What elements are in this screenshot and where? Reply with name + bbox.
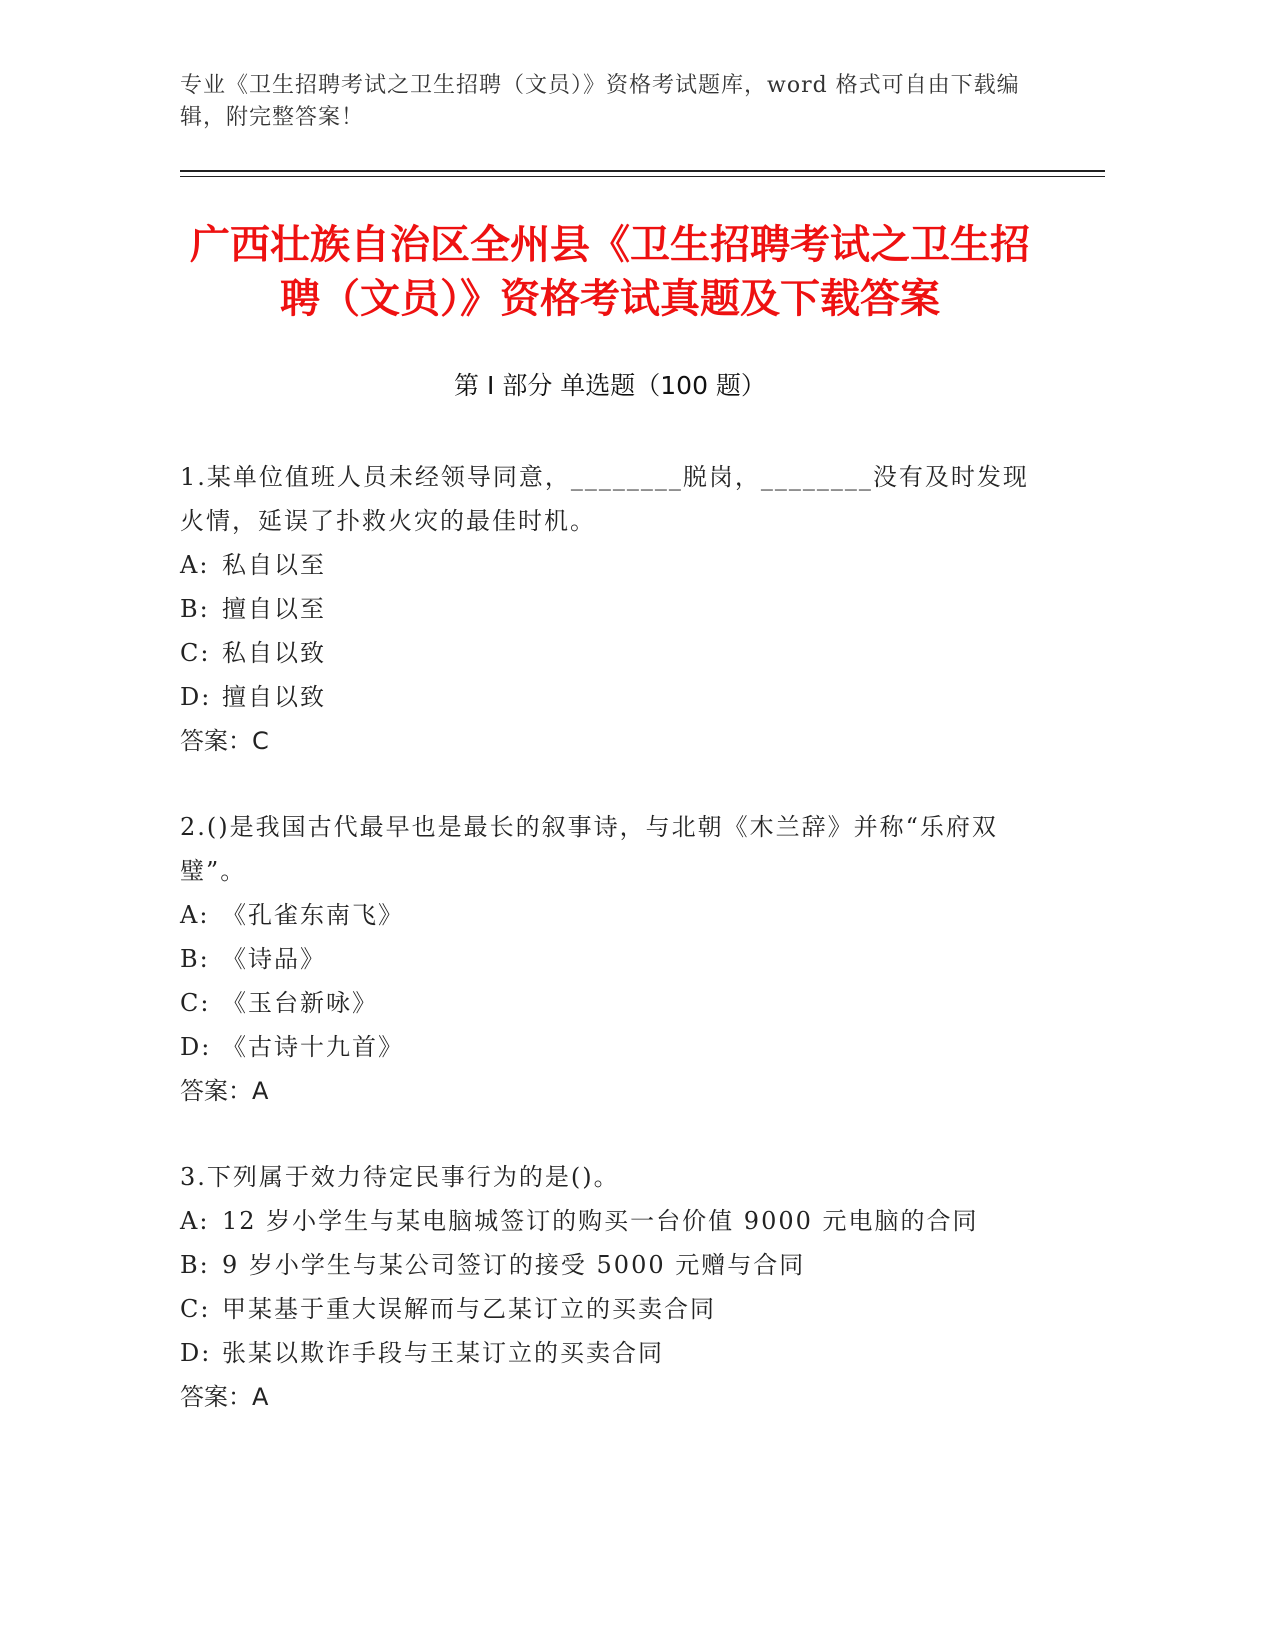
option-d xyxy=(180,1331,1040,1375)
option-text: 《诗品》 xyxy=(222,945,326,973)
answer-label: 答案： xyxy=(180,727,252,755)
option-letter: B: xyxy=(180,945,210,973)
option-c xyxy=(180,981,1040,1025)
option-b xyxy=(180,1243,1040,1287)
option-a xyxy=(180,893,1040,937)
option-letter: A: xyxy=(180,551,210,579)
question-1 xyxy=(180,455,1040,763)
header-divider-thin xyxy=(180,176,1105,177)
option-text: 《古诗十九首》 xyxy=(222,1033,404,1061)
option-letter: D: xyxy=(180,1033,212,1061)
question-stem: 3.下列属于效力待定民事行为的是()。 xyxy=(180,1163,620,1191)
option-text: 私自以至 xyxy=(222,551,326,579)
option-letter: A: xyxy=(180,901,210,929)
option-a xyxy=(180,1199,1040,1243)
question-list xyxy=(180,455,1040,1461)
option-text: 私自以致 xyxy=(222,639,326,667)
option-text: 9 岁小学生与某公司签订的接受 5000 元赠与合同 xyxy=(222,1251,806,1279)
option-text: 《孔雀东南飞》 xyxy=(222,901,404,929)
option-letter: C: xyxy=(180,989,211,1017)
answer-line xyxy=(180,1069,1040,1113)
question-3 xyxy=(180,1155,1040,1419)
question-2 xyxy=(180,805,1040,1113)
section-title: 第 I 部分 单选题（100 题） xyxy=(454,371,766,400)
option-letter: D: xyxy=(180,683,212,711)
option-letter: B: xyxy=(180,595,210,623)
option-letter: A: xyxy=(180,1207,210,1235)
option-letter: C: xyxy=(180,639,211,667)
question-stem: 1.某单位值班人员未经领导同意，________脱岗，________没有及时发现火情，延误了扑救火灾的最佳时机。 xyxy=(180,463,1029,535)
document-title: 广西壮族自治区全州县《卫生招聘考试之卫生招聘（文员）》资格考试真题及下载答案 xyxy=(190,222,1030,322)
question-stem: 2.()是我国古代最早也是最长的叙事诗，与北朝《木兰辞》并称“乐府双璧”。 xyxy=(180,813,998,885)
option-text: 张某以欺诈手段与王某订立的买卖合同 xyxy=(222,1339,664,1367)
answer-value: C xyxy=(252,727,269,755)
answer-label: 答案： xyxy=(180,1383,252,1411)
answer-value: A xyxy=(252,1077,269,1105)
header-divider-thick xyxy=(180,170,1105,172)
option-d xyxy=(180,675,1040,719)
option-b xyxy=(180,937,1040,981)
answer-line xyxy=(180,1375,1040,1419)
option-letter: B: xyxy=(180,1251,210,1279)
option-text: 擅自以至 xyxy=(222,595,326,623)
option-text: 《玉台新咏》 xyxy=(222,989,378,1017)
header-note: 专业《卫生招聘考试之卫生招聘（文员）》资格考试题库，word 格式可自由下载编辑，附完整答案！ xyxy=(180,73,1020,130)
option-b xyxy=(180,587,1040,631)
option-a xyxy=(180,543,1040,587)
option-text: 甲某基于重大误解而与乙某订立的买卖合同 xyxy=(222,1295,716,1323)
option-d xyxy=(180,1025,1040,1069)
option-letter: C: xyxy=(180,1295,211,1323)
option-text: 12 岁小学生与某电脑城签订的购买一台价值 9000 元电脑的合同 xyxy=(222,1207,979,1235)
option-c xyxy=(180,631,1040,675)
answer-line xyxy=(180,719,1040,763)
option-letter: D: xyxy=(180,1339,212,1367)
option-text: 擅自以致 xyxy=(222,683,326,711)
answer-label: 答案： xyxy=(180,1077,252,1105)
option-c xyxy=(180,1287,1040,1331)
answer-value: A xyxy=(252,1383,269,1411)
